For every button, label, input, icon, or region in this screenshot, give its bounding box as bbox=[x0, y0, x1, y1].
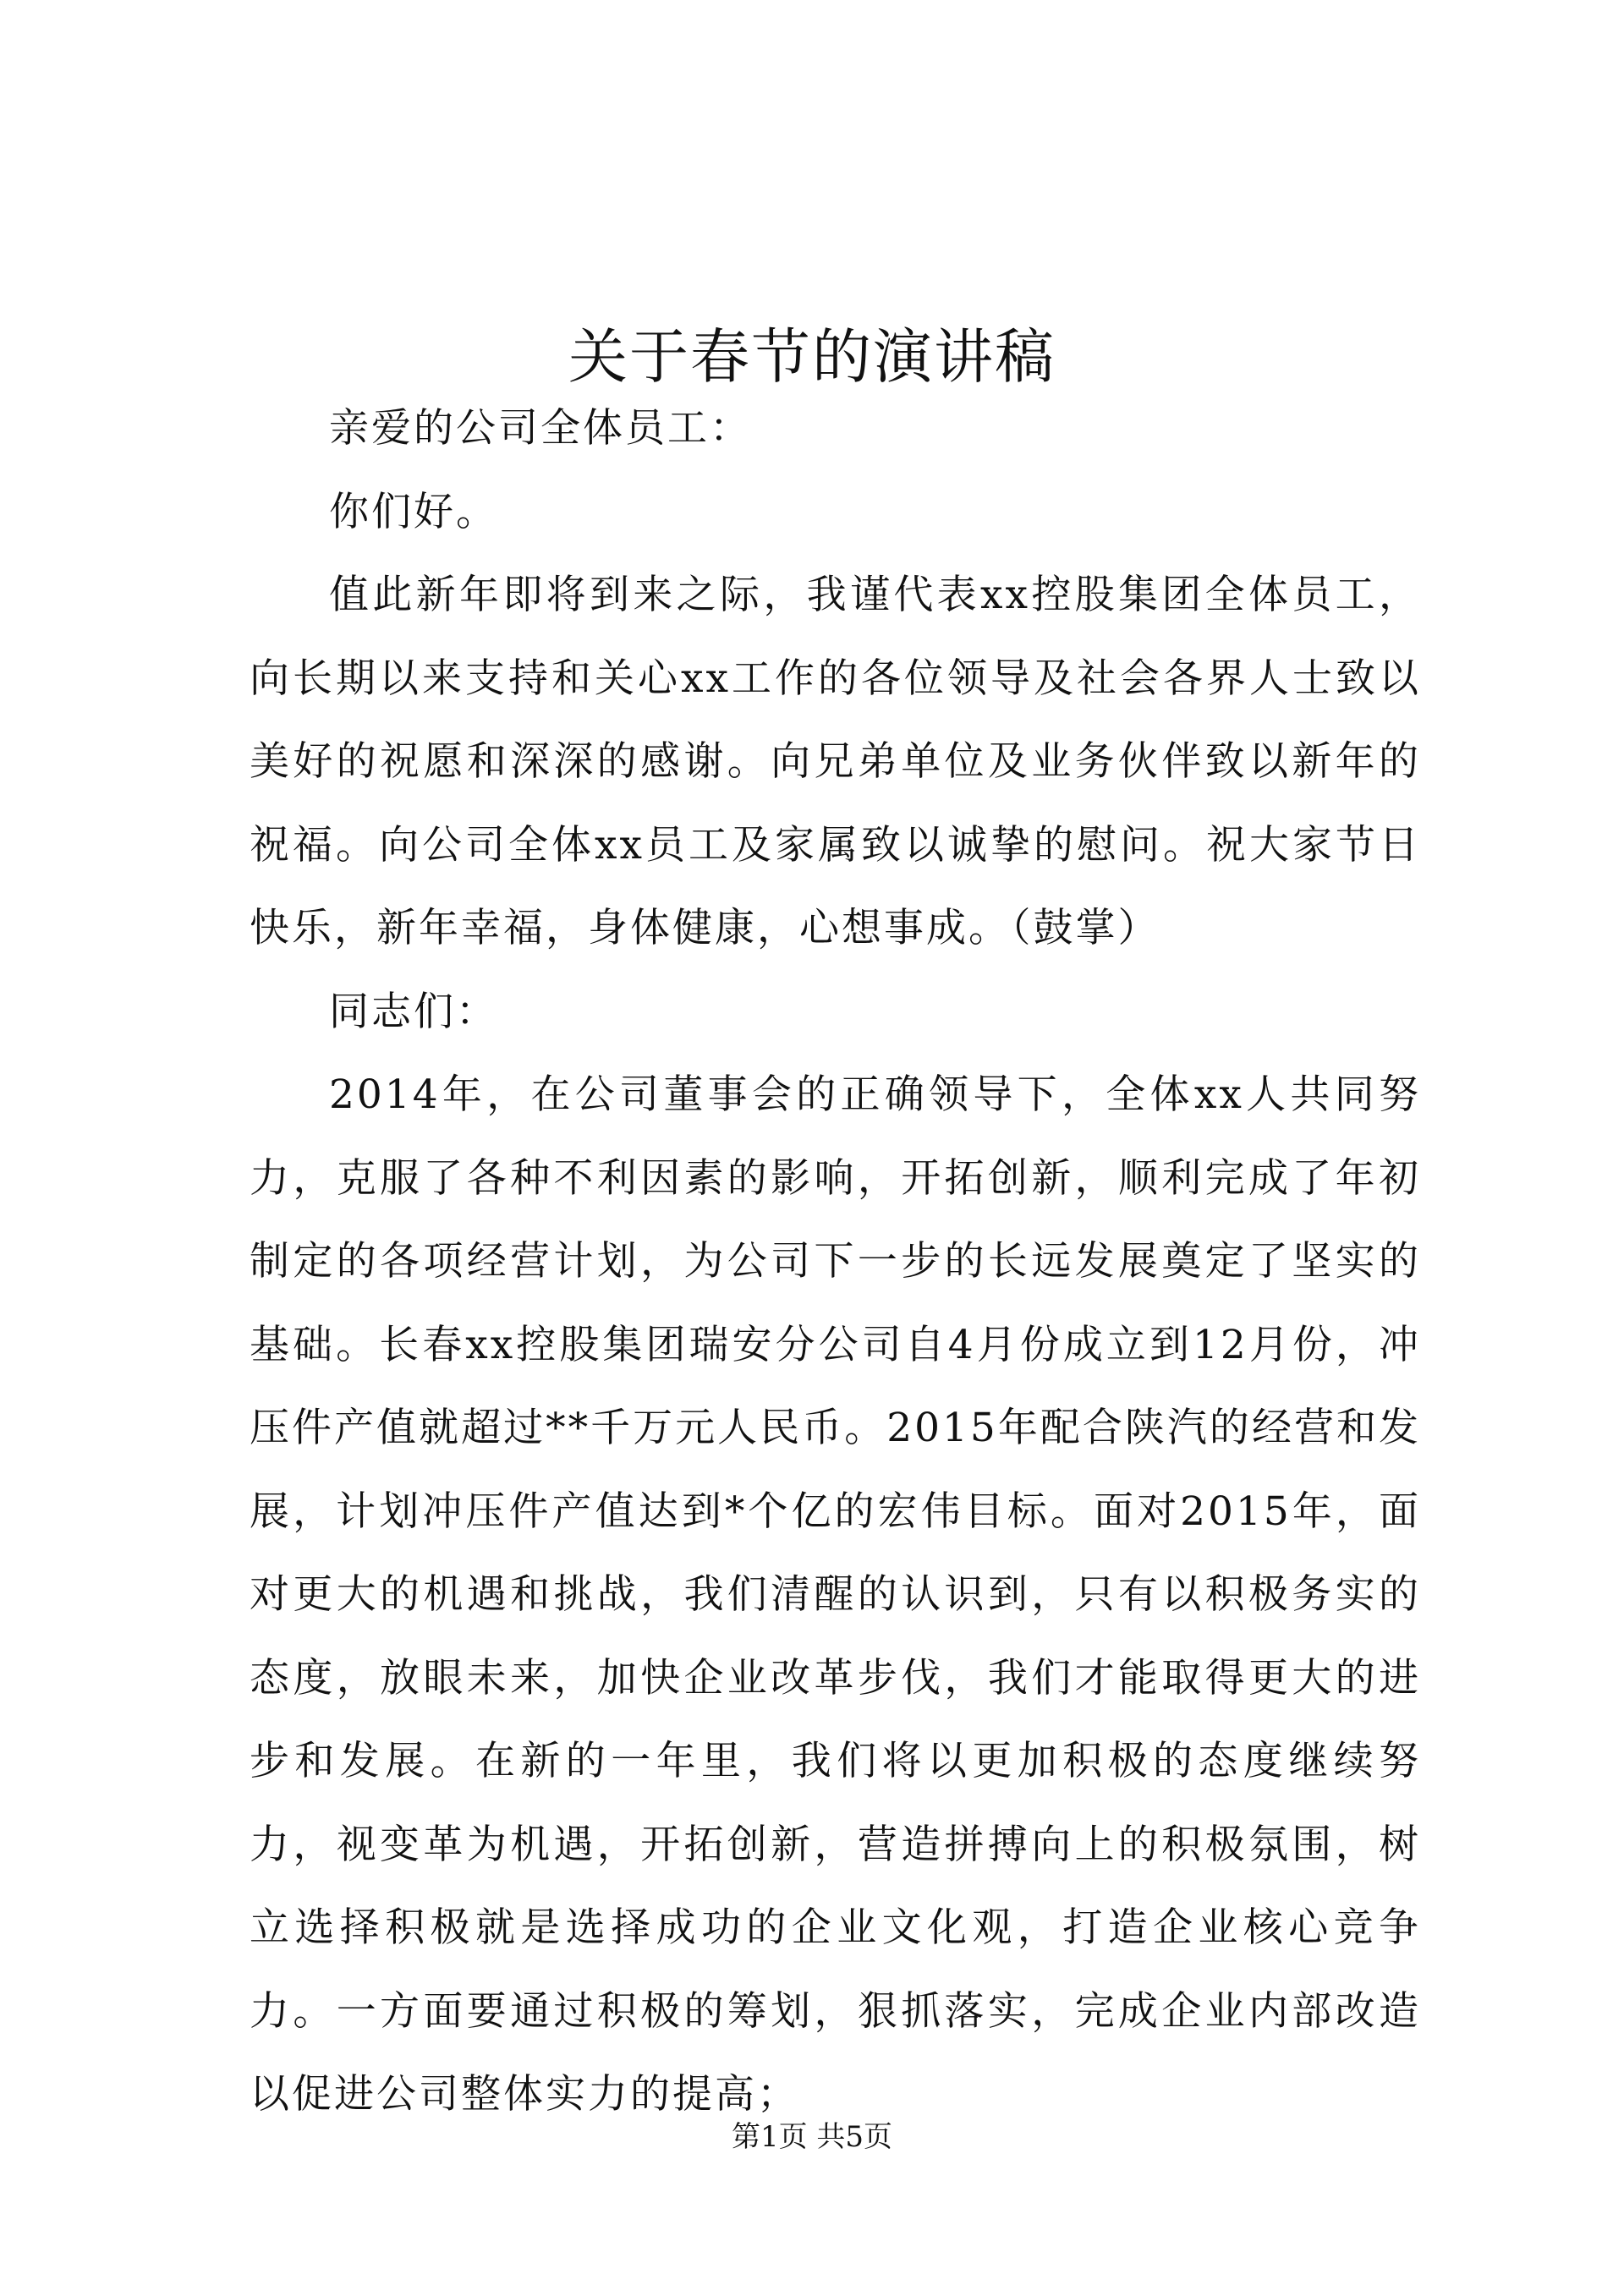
page-footer: 第1页 共5页 bbox=[731, 2120, 893, 2154]
document-body bbox=[250, 387, 1421, 2137]
annual-review-paragraph: 2014年，在公司董事会的正确领导下，全体xx人共同努力，克服了各种不利因素的影响，开拓创新，顺利完成了年初制定的各项经营计划，为公司下一步的长远发展奠定了坚实的基础。长春xx控股集团瑞安分公司自4月份成立到12月份，冲压件产值就超过**千万元人民币。2015年配合陕汽的经营和发展，计划冲压件产值达到*个亿的宏伟目标。面对2015年，面对更大的机遇和挑战，我们清醒的认识到，只有以积极务实的态度，放眼未来，加快企业改革步伐，我们才能取得更大的进步和发展。在新的一年里，我们将以更加积极的态度继续努力，视变革为机遇，开拓创新，营造拼搏向上的积极氛围，树立选择积极就是选择成功的企业文化观，打造企业核心竞争力。一方面要通过积极的筹划，狠抓落实，完成企业内部改造以促进公司整体实力的提高； bbox=[250, 1071, 1421, 2118]
document-title: 关于春节的演讲稿 bbox=[568, 321, 1056, 392]
new-year-wishes-paragraph: 值此新年即将到来之际，我谨代表xx控股集团全体员工，向长期以来支持和关心xx工作的各位领导及社会各界人士致以美好的祝愿和深深的感谢。向兄弟单位及业务伙伴致以新年的祝福。向公司全体xx员工及家属致以诚挚的慰问。祝大家节日快乐，新年幸福，身体健康，心想事成。（鼓掌） bbox=[250, 572, 1421, 951]
greeting: 你们好。 bbox=[329, 488, 498, 535]
comrades-salutation: 同志们： bbox=[329, 988, 498, 1035]
salutation: 亲爱的公司全体员工： bbox=[329, 405, 752, 452]
